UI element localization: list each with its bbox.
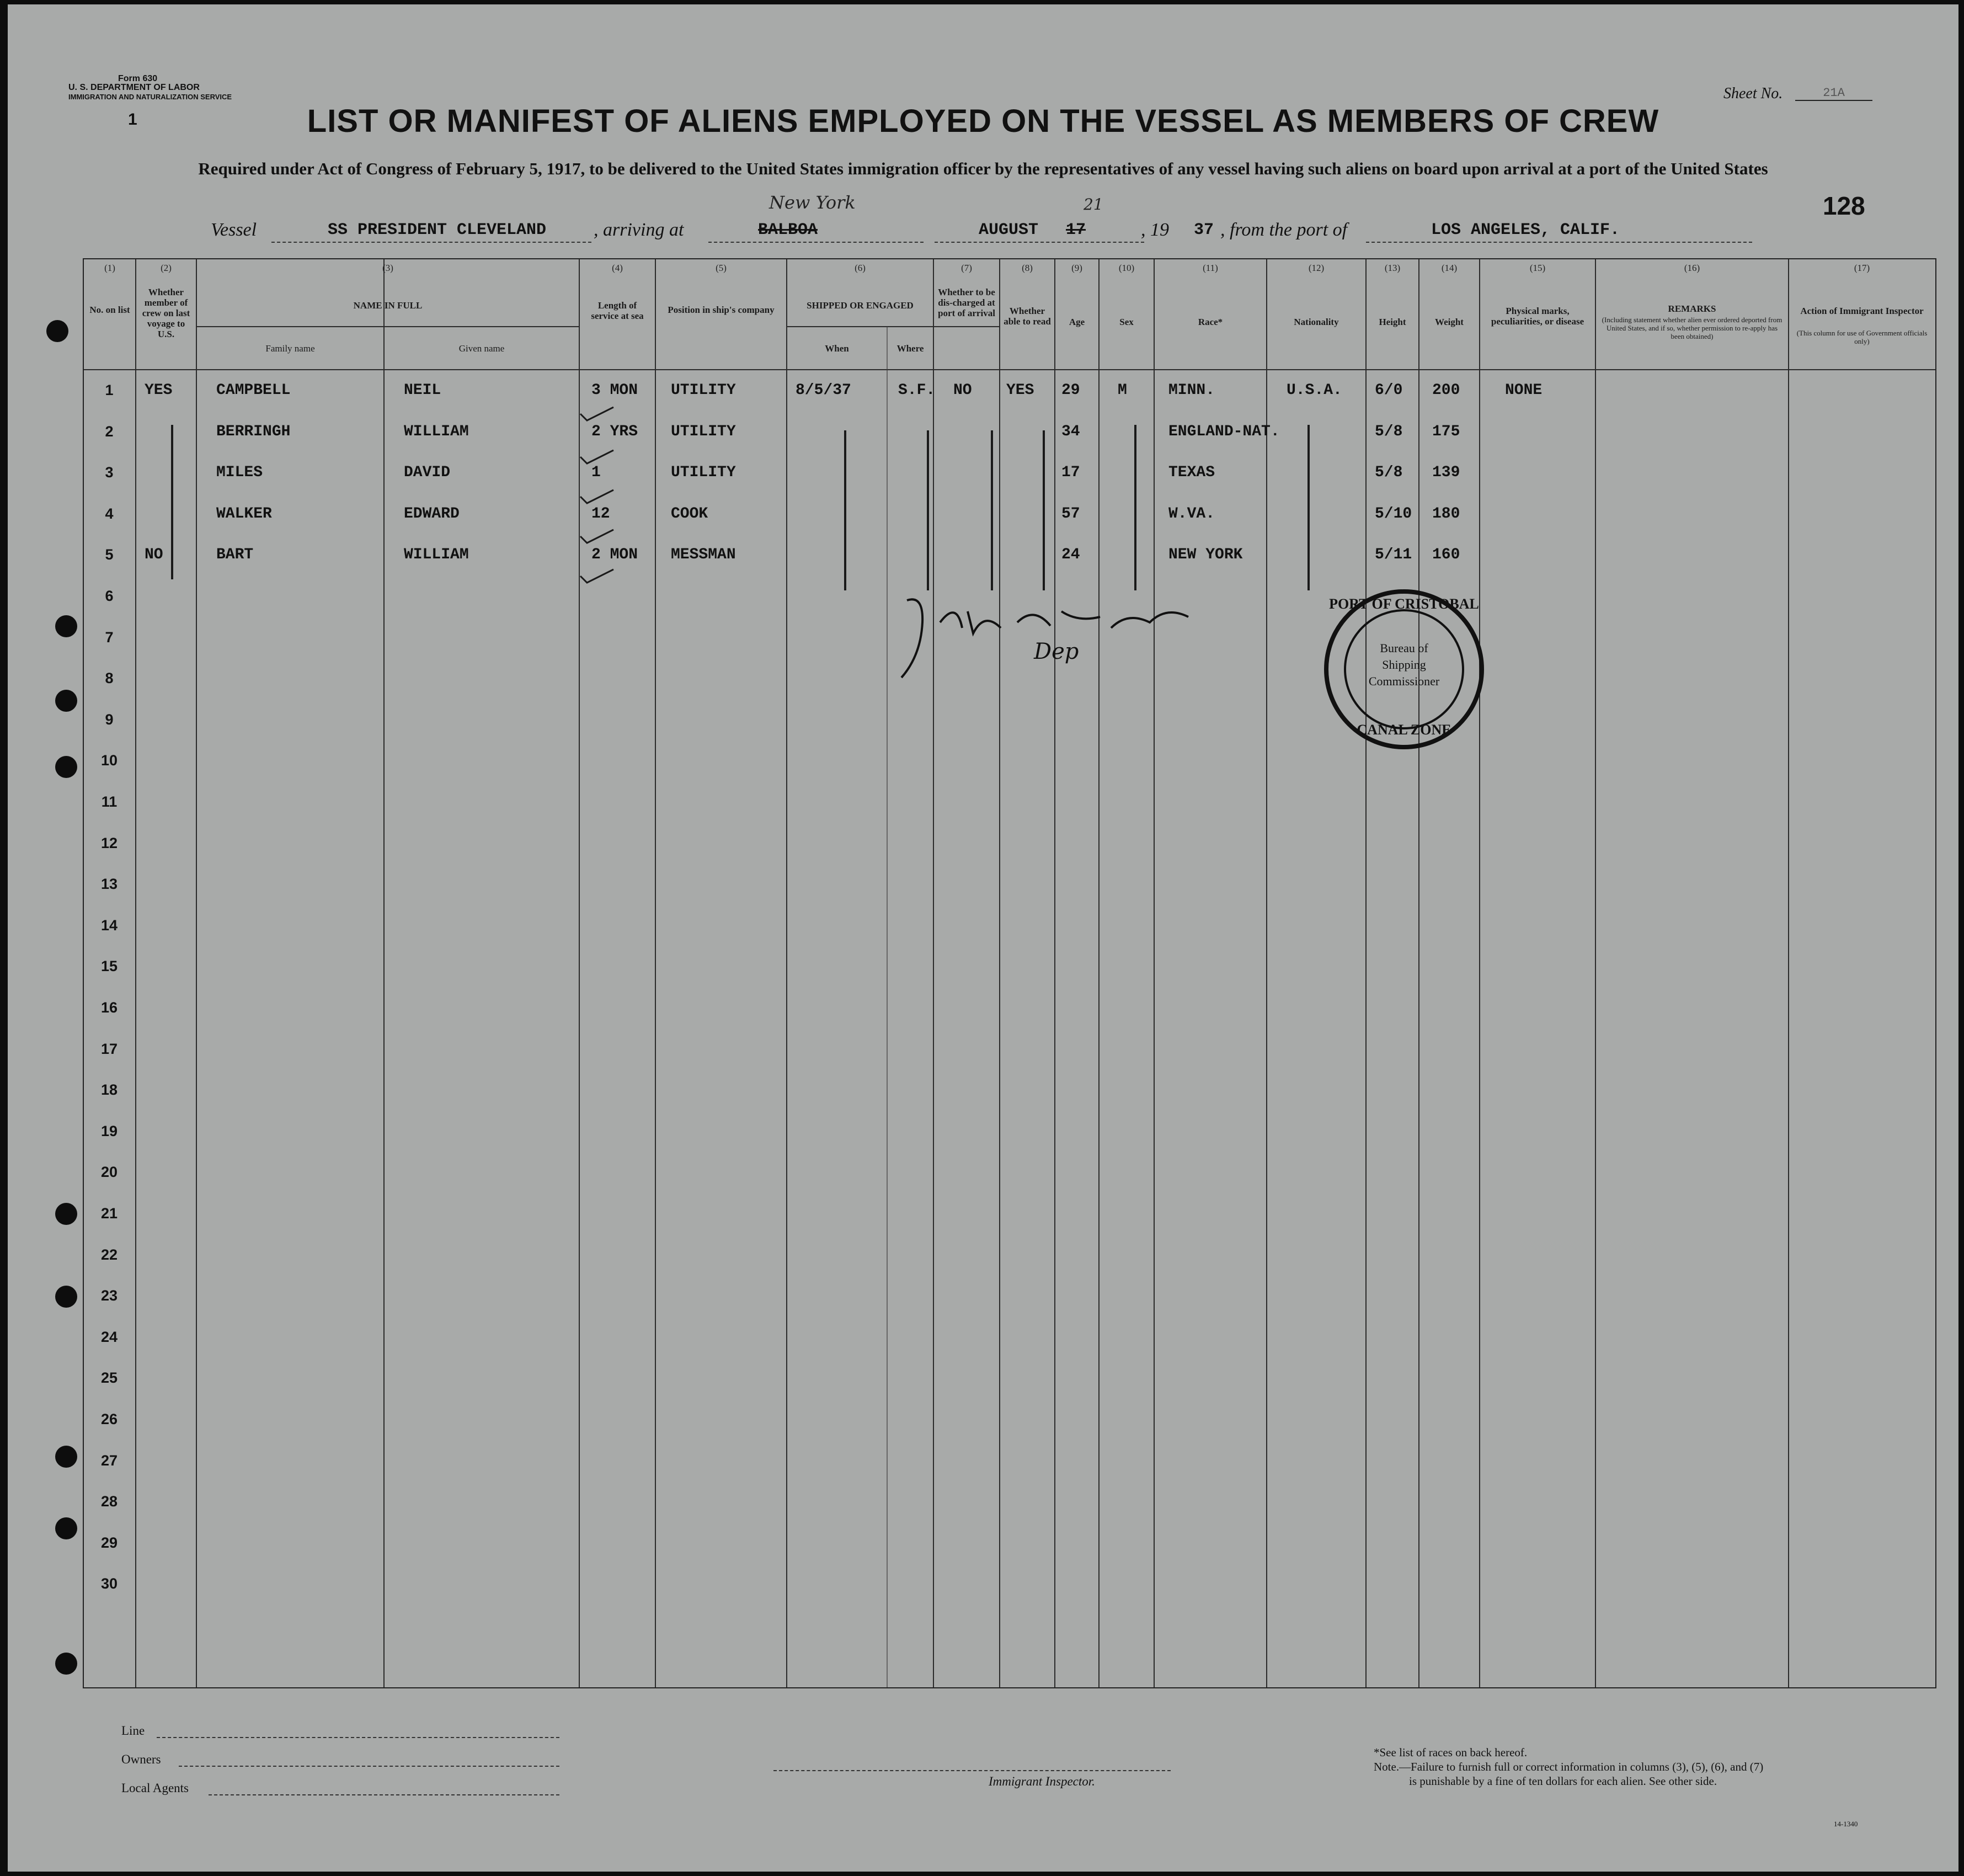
department-name: U. S. DEPARTMENT OF LABOR	[68, 83, 200, 92]
crew-position: UTILITY	[671, 464, 736, 482]
col-num-3: (3)	[382, 263, 393, 273]
col-num-10: (10)	[1118, 263, 1135, 273]
row-number: 24	[100, 1328, 118, 1345]
arriving-label: , arriving at	[594, 220, 684, 240]
col-num-9: (9)	[1071, 263, 1082, 273]
row-number: 8	[105, 670, 114, 687]
col-num-15: (15)	[1529, 263, 1546, 273]
crew-family-name: CAMPBELL	[216, 382, 291, 399]
arrival-year: 37	[1194, 221, 1214, 239]
page-number: 128	[1823, 191, 1865, 220]
port-stamp	[1324, 589, 1484, 749]
binder-hole	[55, 1653, 77, 1675]
sheet-number: 21A	[1795, 86, 1872, 101]
row-number: 12	[100, 834, 118, 851]
date-underline	[935, 242, 1144, 243]
header-position: Position in ship's company	[668, 305, 775, 315]
crew-race: NEW YORK	[1168, 546, 1243, 564]
stamp-line-2: Shipping	[1382, 658, 1426, 671]
arriving-handwritten: New York	[769, 192, 856, 213]
binder-hole	[55, 1446, 77, 1468]
manifest-table	[83, 258, 1936, 1688]
from-port-underline	[1366, 242, 1752, 243]
col-num-13: (13)	[1384, 263, 1401, 273]
col-num-7: (7)	[961, 263, 972, 273]
crew-position: UTILITY	[671, 423, 736, 440]
footer-form-code: 14-1340	[1834, 1820, 1858, 1828]
header-age: Age	[1069, 317, 1085, 327]
row-number: 28	[100, 1493, 118, 1510]
margin-mark: 1	[128, 110, 137, 129]
row-number: 2	[105, 423, 114, 440]
crew-height: 5/8	[1375, 464, 1403, 482]
crew-length-service: 2 MON	[591, 546, 638, 564]
row-number: 16	[100, 999, 118, 1016]
binder-hole	[55, 690, 77, 712]
crew-height: 5/8	[1375, 423, 1403, 440]
crew-member-last-voyage: NO	[145, 546, 163, 564]
crew-age: 29	[1061, 382, 1080, 399]
row-number: 17	[100, 1040, 118, 1057]
header-length-service: Length of service at sea	[591, 300, 644, 321]
crew-weight: 160	[1432, 546, 1460, 564]
footer-inspector-label: Immigrant Inspector.	[989, 1774, 1095, 1788]
crew-shipped-when: 8/5/37	[796, 382, 851, 399]
crew-position: COOK	[671, 505, 708, 523]
header-action-note: (This column for use of Government officials only)	[1796, 329, 1928, 345]
row-number: 26	[100, 1411, 118, 1427]
header-weight: Weight	[1435, 317, 1464, 327]
row-number: 30	[100, 1575, 118, 1592]
row-number: 7	[105, 628, 114, 646]
crew-given-name: WILLIAM	[404, 546, 469, 564]
header-action: Action of Immigrant Inspector	[1800, 306, 1924, 316]
row-number: 29	[100, 1534, 118, 1551]
crew-height: 5/11	[1375, 546, 1412, 564]
stamp-center	[1328, 640, 1480, 690]
col-num-11: (11)	[1203, 263, 1218, 273]
footer-owners-label: Owners	[121, 1752, 161, 1766]
row-number: 22	[100, 1246, 118, 1263]
from-port-value: LOS ANGELES, CALIF.	[1431, 221, 1620, 239]
table-grid	[84, 259, 1935, 1687]
header-discharged: Whether to be dis-charged at port of arrival	[938, 287, 995, 318]
crew-length-service: 12	[591, 505, 610, 523]
crew-family-name: MILES	[216, 464, 263, 482]
row-number: 9	[105, 711, 114, 728]
vessel-name: SS PRESIDENT CLEVELAND	[328, 221, 547, 239]
binder-hole	[46, 320, 68, 342]
crew-weight: 139	[1432, 464, 1460, 482]
binder-hole	[55, 1203, 77, 1225]
header-where: Where	[896, 343, 924, 354]
signature-suffix: Dep	[1034, 639, 1079, 664]
arrival-day-handwritten: 21	[1084, 195, 1103, 214]
row-number: 11	[101, 793, 118, 810]
header-whether-member: Whether member of crew on last voyage to U.S.	[142, 287, 190, 339]
crew-age: 24	[1061, 546, 1080, 564]
crew-height: 5/10	[1375, 505, 1412, 523]
row-number: 14	[100, 916, 118, 934]
row-number: 1	[105, 382, 114, 398]
footer-agents-underline	[209, 1794, 559, 1795]
vessel-label: Vessel	[211, 220, 257, 240]
crew-position: MESSMAN	[671, 546, 736, 564]
arrival-day-struck: 17	[1066, 221, 1086, 239]
header-remarks-note: (Including statement whether alien ever ordered deported from United States, and if so, whether permission to re-apply has been obtained)	[1602, 316, 1782, 340]
binder-hole	[55, 1286, 77, 1308]
crew-height: 6/0	[1375, 382, 1403, 399]
crew-discharged: NO	[953, 382, 972, 399]
crew-race: TEXAS	[1168, 464, 1215, 482]
crew-given-name: WILLIAM	[404, 423, 469, 440]
stamp-line-1: Bureau of	[1380, 641, 1428, 655]
crew-given-name: NEIL	[404, 382, 441, 399]
crew-shipped-where: S.F.	[898, 382, 936, 399]
crew-physical-marks: NONE	[1505, 382, 1543, 399]
crew-race: W.VA.	[1168, 505, 1215, 523]
arrival-month: AUGUST	[979, 221, 1039, 239]
binder-hole	[55, 1517, 77, 1539]
header-nationality: Nationality	[1294, 317, 1339, 327]
col-num-6: (6)	[855, 263, 866, 273]
sheet-label: Sheet No.	[1723, 85, 1783, 102]
footer-races-note: *See list of races on back hereof.	[1374, 1746, 1528, 1759]
header-no-on-list: No. on list	[89, 305, 130, 315]
header-able-read: Whether able to read	[1004, 306, 1051, 327]
row-number: 5	[105, 546, 114, 563]
crew-sex: M	[1118, 382, 1127, 399]
note-text: —Failure to furnish full or correct information in columns (3), (5), (6), and (7)	[1399, 1760, 1764, 1773]
crew-given-name: DAVID	[404, 464, 451, 482]
page-subtitle: Required under Act of Congress of February 5, 1917, to be delivered to the United States immigration officer by the representatives of any vessel having such aliens on board upon arrival at a port of the United States	[198, 159, 1768, 178]
crew-length-service: 1	[591, 464, 601, 482]
row-number: 15	[100, 958, 118, 975]
col-num-14: (14)	[1441, 263, 1458, 273]
page-title: LIST OR MANIFEST OF ALIENS EMPLOYED ON THE VESSEL AS MEMBERS OF CREW	[307, 103, 1659, 139]
form-number: Form 630	[118, 74, 158, 83]
binder-hole	[55, 615, 77, 637]
arriving-port: BALBOA	[758, 221, 818, 239]
col-num-2: (2)	[161, 263, 172, 273]
row-number: 18	[100, 1081, 118, 1099]
footer-note-line2: is punishable by a fine of ten dollars for each alien. See other side.	[1409, 1774, 1717, 1788]
vessel-underline	[271, 242, 591, 243]
crew-nationality: U.S.A.	[1287, 382, 1342, 399]
header-physical-marks: Physical marks, peculiarities, or disease	[1491, 306, 1584, 327]
from-port-label: , from the port of	[1220, 220, 1348, 240]
row-number: 10	[100, 752, 118, 769]
stamp-bottom-text: CANAL ZONE	[1357, 722, 1451, 738]
crew-age: 34	[1061, 423, 1080, 440]
footer-agents-label: Local Agents	[121, 1781, 189, 1795]
col-num-4: (4)	[612, 263, 623, 273]
header-height: Height	[1379, 317, 1406, 327]
stamp-top-text: PORT OF CRISTOBAL	[1329, 596, 1479, 612]
crew-age: 57	[1061, 505, 1080, 523]
crew-length-service: 3 MON	[591, 382, 638, 399]
crew-weight: 200	[1432, 382, 1460, 399]
service-name: IMMIGRATION AND NATURALIZATION SERVICE	[68, 93, 232, 101]
row-number: 25	[100, 1369, 118, 1387]
header-sex: Sex	[1119, 317, 1134, 327]
crew-family-name: BERRINGH	[216, 423, 291, 440]
arriving-underline	[708, 242, 924, 243]
crew-family-name: WALKER	[216, 505, 272, 523]
manifest-sheet	[8, 4, 1958, 1872]
row-number: 27	[100, 1452, 118, 1469]
row-number: 19	[100, 1122, 118, 1139]
crew-given-name: EDWARD	[404, 505, 460, 523]
binder-hole	[55, 756, 77, 778]
row-number: 6	[105, 588, 114, 604]
footer-owners-underline	[179, 1766, 559, 1767]
row-number: 20	[100, 1164, 118, 1181]
col-num-16: (16)	[1684, 263, 1700, 273]
crew-position: UTILITY	[671, 382, 736, 399]
header-family-name: Family name	[265, 343, 315, 354]
col-num-8: (8)	[1022, 263, 1033, 273]
col-num-12: (12)	[1308, 263, 1325, 273]
footer-line-underline	[157, 1737, 559, 1738]
header-shipped-engaged: SHIPPED OR ENGAGED	[807, 300, 914, 311]
crew-age: 17	[1061, 464, 1080, 482]
header-name-in-full: NAME IN FULL	[353, 300, 423, 311]
row-number: 4	[105, 505, 114, 522]
crew-member-last-voyage: YES	[145, 382, 173, 399]
header-given-name: Given name	[458, 343, 505, 354]
footer-note-line1	[1374, 1760, 1763, 1774]
footer-line-label: Line	[121, 1724, 145, 1738]
col-num-17: (17)	[1854, 263, 1870, 273]
row-number: 23	[100, 1287, 118, 1304]
row-number: 13	[100, 876, 118, 893]
crew-race: ENGLAND-NAT.	[1168, 423, 1280, 440]
stamp-line-3: Commissioner	[1368, 674, 1440, 688]
crew-able-read: YES	[1006, 382, 1034, 399]
year-prefix: , 19	[1141, 220, 1169, 240]
row-number: 21	[100, 1205, 118, 1222]
row-number: 3	[105, 464, 114, 481]
crew-weight: 175	[1432, 423, 1460, 440]
crew-family-name: BART	[216, 546, 254, 564]
col-num-5: (5)	[716, 263, 727, 273]
col-num-1: (1)	[104, 263, 115, 273]
note-prefix: Note.	[1374, 1760, 1400, 1773]
crew-length-service: 2 YRS	[591, 423, 638, 440]
header-remarks: REMARKS	[1668, 303, 1716, 314]
inspector-underline	[773, 1770, 1171, 1771]
crew-weight: 180	[1432, 505, 1460, 523]
header-when: When	[825, 343, 849, 354]
header-race: Race*	[1198, 317, 1223, 327]
crew-race: MINN.	[1168, 382, 1215, 399]
